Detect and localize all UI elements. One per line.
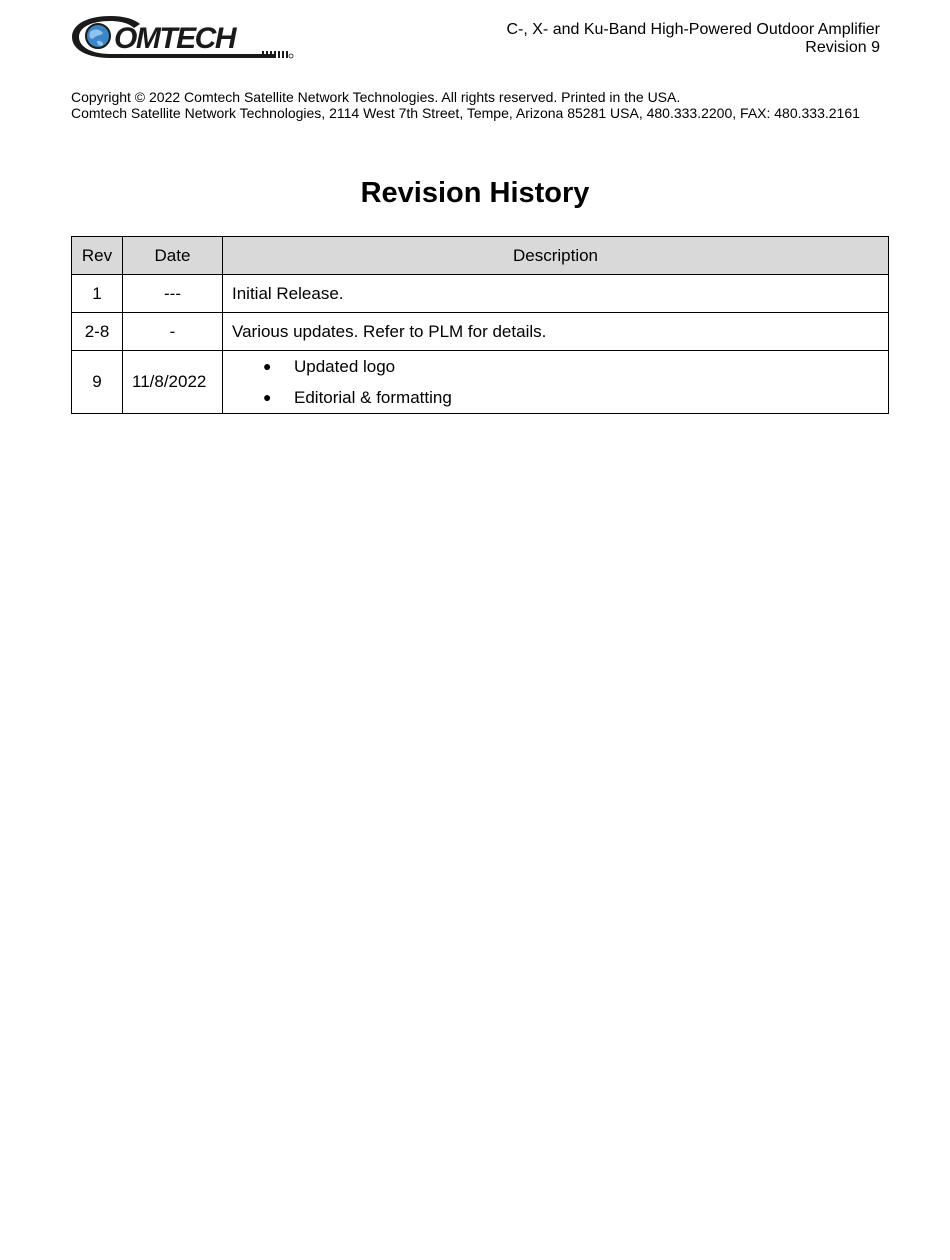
- rev-cell: 9: [72, 351, 123, 414]
- date-cell: 11/8/2022: [123, 351, 223, 414]
- column-header-date: Date: [123, 237, 223, 275]
- description-cell: Various updates. Refer to PLM for details.: [223, 313, 889, 351]
- list-item: [263, 382, 888, 413]
- list-item: [263, 351, 888, 382]
- document-revision: Revision 9: [805, 39, 880, 56]
- document-title: C-, X- and Ku-Band High-Powered Outdoor Amplifier: [506, 21, 880, 38]
- date-cell: ---: [123, 275, 223, 313]
- table-row: [72, 313, 889, 351]
- column-header-rev: Rev: [72, 237, 123, 275]
- table-header-row: [72, 237, 889, 275]
- column-header-description: Description: [223, 237, 889, 275]
- date-cell: -: [123, 313, 223, 351]
- bullet-text: Editorial & formatting: [294, 388, 452, 407]
- description-bullet-list: [223, 351, 888, 413]
- revision-history-table: [71, 236, 889, 414]
- rev-cell: 1: [72, 275, 123, 313]
- svg-text:OMTECH: OMTECH: [114, 22, 235, 55]
- address-line: Comtech Satellite Network Technologies, 2114 West 7th Street, Tempe, Arizona 85281 USA, 480.333.2200, FAX: 480.333.2161: [71, 105, 860, 121]
- copyright-line: Copyright © 2022 Comtech Satellite Network Technologies. All rights reserved. Printed in the USA.: [71, 89, 681, 105]
- copyright-block: [71, 89, 860, 121]
- bullet-icon: ●: [263, 389, 272, 405]
- description-cell: Initial Release.: [223, 275, 889, 313]
- table-row: [72, 275, 889, 313]
- rev-cell: 2-8: [72, 313, 123, 351]
- page-title: Revision History: [360, 177, 590, 209]
- document-header: [506, 21, 880, 57]
- comtech-logo: [70, 12, 295, 62]
- table-row: [72, 351, 889, 414]
- bullet-text: Updated logo: [294, 357, 396, 376]
- bullet-icon: ●: [263, 358, 272, 374]
- description-cell: [223, 351, 889, 414]
